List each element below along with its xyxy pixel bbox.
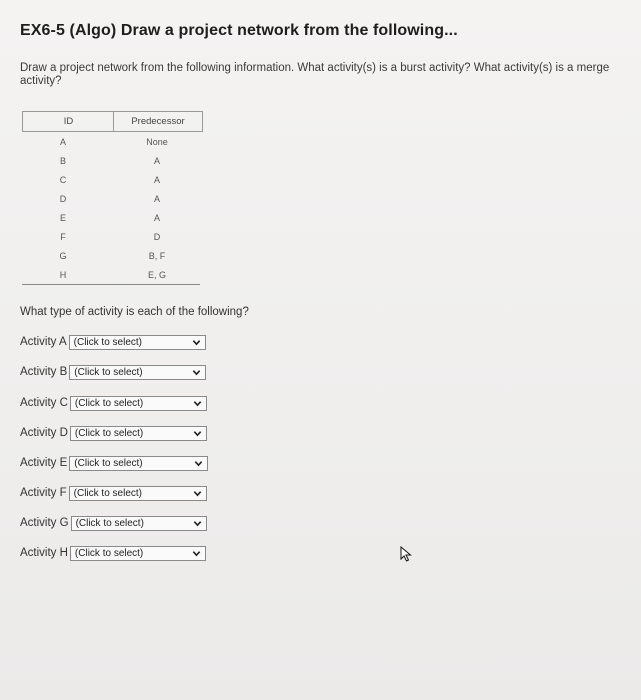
activity-f-select[interactable]: [69, 486, 207, 501]
cell-predecessor: A: [153, 213, 160, 223]
mouse-pointer-icon: [400, 546, 414, 562]
cell-id: D: [59, 194, 67, 204]
select-value: (Click to select): [73, 336, 143, 348]
select-value: (Click to select): [74, 427, 144, 439]
chevron-down-icon: [193, 519, 202, 528]
activity-row-d: [20, 424, 207, 442]
cell-id: C: [59, 175, 67, 185]
activity-label: Activity C: [20, 397, 68, 409]
table-row: [22, 265, 202, 284]
activity-label: Activity H: [20, 547, 68, 559]
activity-row-h: [20, 544, 206, 562]
cell-predecessor: None: [146, 137, 168, 147]
chevron-down-icon: [193, 489, 202, 498]
chevron-down-icon: [194, 459, 203, 468]
activity-g-select[interactable]: [71, 516, 207, 531]
table-row: [22, 189, 202, 208]
table-row: [22, 227, 202, 246]
predecessor-table: [22, 111, 202, 284]
table-row: [22, 151, 202, 170]
activity-h-select[interactable]: [70, 546, 206, 561]
activity-row-c: [20, 394, 207, 412]
cell-predecessor: D: [153, 232, 161, 242]
column-header-id: ID: [22, 111, 114, 132]
table-header: [22, 111, 202, 132]
activity-b-select[interactable]: [69, 365, 206, 380]
cell-predecessor: E, G: [147, 270, 166, 280]
page-title: EX6-5 (Algo) Draw a project network from the following...: [20, 22, 458, 39]
activity-label: Activity F: [20, 487, 67, 499]
activity-row-f: [20, 484, 207, 502]
activity-a-select[interactable]: [69, 335, 206, 350]
cell-id: G: [59, 251, 67, 261]
cell-id: H: [59, 270, 67, 280]
chevron-down-icon: [192, 338, 201, 347]
chevron-down-icon: [193, 429, 202, 438]
cell-id: B: [59, 156, 66, 166]
cell-id: E: [59, 213, 66, 223]
cell-id: F: [60, 232, 66, 242]
table-row: [22, 246, 202, 265]
select-value: (Click to select): [74, 457, 143, 469]
cell-predecessor: A: [153, 194, 160, 204]
select-value: (Click to select): [74, 397, 144, 409]
chevron-down-icon: [193, 399, 202, 408]
question-text: What type of activity is each of the following?: [20, 306, 249, 318]
activity-row-a: [20, 333, 206, 351]
activity-e-select[interactable]: [69, 456, 208, 471]
table-bottom-rule: [22, 284, 200, 285]
table-row: [22, 132, 202, 151]
chevron-down-icon: [192, 549, 201, 558]
select-value: (Click to select): [73, 487, 142, 499]
table-row: [22, 208, 202, 227]
activity-label: Activity D: [20, 427, 68, 439]
column-header-predecessor: Predecessor: [113, 111, 203, 132]
activity-label: Activity G: [20, 517, 69, 529]
activity-label: Activity E: [20, 457, 68, 469]
cell-predecessor: A: [153, 175, 160, 185]
cell-predecessor: A: [153, 156, 160, 166]
activity-label: Activity B: [20, 366, 68, 378]
table-row: [22, 170, 202, 189]
activity-row-g: [20, 514, 207, 532]
activity-row-e: [20, 454, 208, 472]
select-value: (Click to select): [75, 517, 144, 529]
activity-label: Activity A: [20, 336, 67, 348]
select-value: (Click to select): [74, 547, 144, 559]
activity-d-select[interactable]: [70, 426, 207, 441]
select-value: (Click to select): [74, 366, 143, 378]
instructions-text: Draw a project network from the following information. What activity(s) is a burst activity? What activity(s) is a merge activity?: [20, 62, 610, 87]
cell-predecessor: B, F: [148, 251, 166, 261]
cell-id: A: [59, 137, 66, 147]
activity-row-b: [20, 363, 206, 381]
chevron-down-icon: [192, 368, 201, 377]
activity-c-select[interactable]: [70, 396, 207, 411]
